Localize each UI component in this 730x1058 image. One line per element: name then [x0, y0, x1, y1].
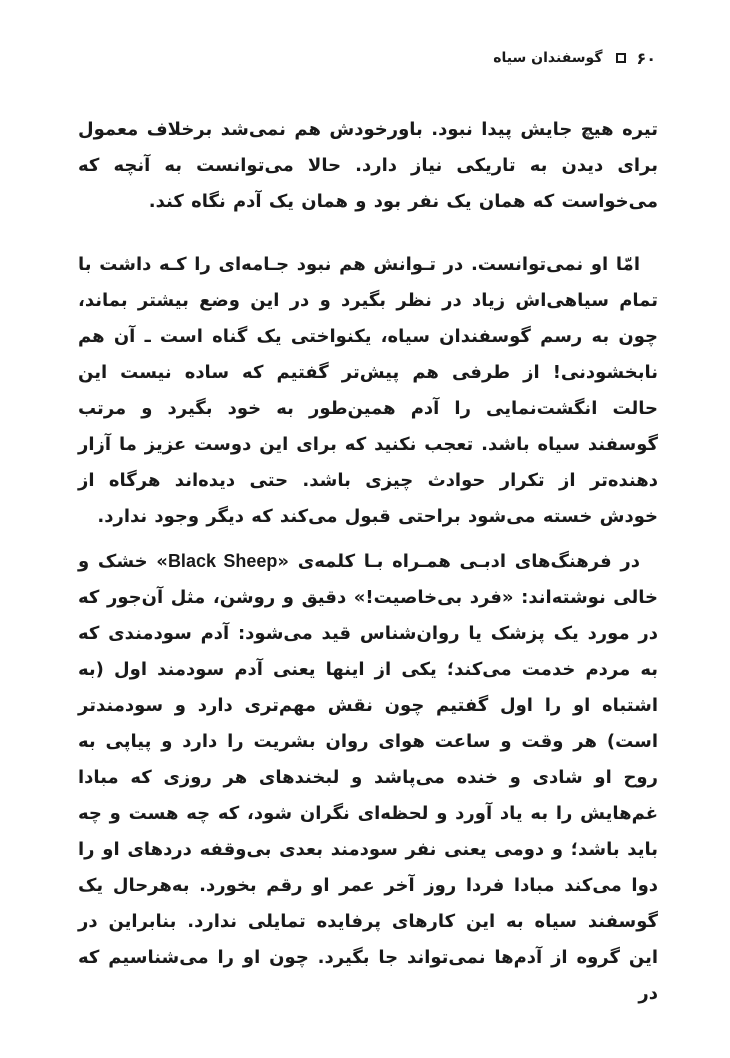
latin-term: Black Sheep	[167, 551, 278, 571]
paragraph-3-text-after: » خشک و خالی نوشته‌اند: «فرد بی‌خاصیت!» دقیق و روشن، مثل آن‌جور که در مورد یک پزشک یا روان‌شناس قید می‌شود: آدم سودمندی که به مردم خدمت می‌کند؛ یکی از اینها یعنی آدم سودمند اول (به اشتباه او را اول گفتیم چون نقش مهم‌تری دارد و سودمندتر است) هر وقت و ساعت هوای روان بشریت را دارد و پیاپی به روح او شادی و خنده می‌پاشد و لبخندهای هر روزی که مبادا غم‌هایش را به یاد آورد و لحظه‌ای نگران شود، که چه هست و چه باید باشد؛ و دومی یعنی نفر سودمند بعدی بی‌وقفه دردهای او را دوا می‌کند مبادا فردا روز آخر عمر او رقم بخورد. به‌هرحال یک گوسفند سیاه به این کارهای پرفایده تمایلی ندارد. بنابراین در این گروه از آدم‌ها نمی‌تواند جا بگیرد. چون او را می‌شناسیم که در	[78, 551, 658, 1004]
page-header	[480, 44, 656, 72]
paragraph-3	[78, 543, 658, 1012]
chapter-title: گوسفندان سیاه	[493, 50, 603, 66]
page-number: ۶۰	[636, 48, 656, 68]
paragraph-3-text-before: در فرهنگ‌های ادبـی همـراه بـا کلمه‌ی «	[277, 551, 640, 572]
paragraph-1: تیره هیچ جایش پیدا نبود. باورخودش هم نمی‌شد برخلاف معمول برای دیدن به تاریکی نیاز دارد. حالا می‌توانست به آنچه که می‌خواست که همان یک نفر بود و همان یک آدم نگاه کند.	[78, 119, 658, 212]
square-bullet-icon	[616, 53, 626, 63]
paragraph-2: امّا او نمی‌توانست. در تـوانش هم نبود جـامه‌ای را کـه داشت با تمام سیاهی‌اش زیاد در نظر بگیرد و در این وضع بیشتر بماند، چون به رسم گوسفندان سیاه، یکنواختی یک گناه است ـ آن هم نابخشودنی! از طرفی هم پیش‌تر گفتیم که ساده نیست این حالت انگشت‌نمایی را آدم همین‌طور به خود بگیرد و مرتب گوسفند سیاه باشد. تعجب نکنید که برای این دوست عزیز ما آزار دهنده‌تر از تکرار حوادث چیزی باشد. حتی دیده‌اند هرگاه از خودش خسته می‌شود براحتی قبول می‌کند که دیگر وجود ندارد.	[78, 254, 658, 527]
